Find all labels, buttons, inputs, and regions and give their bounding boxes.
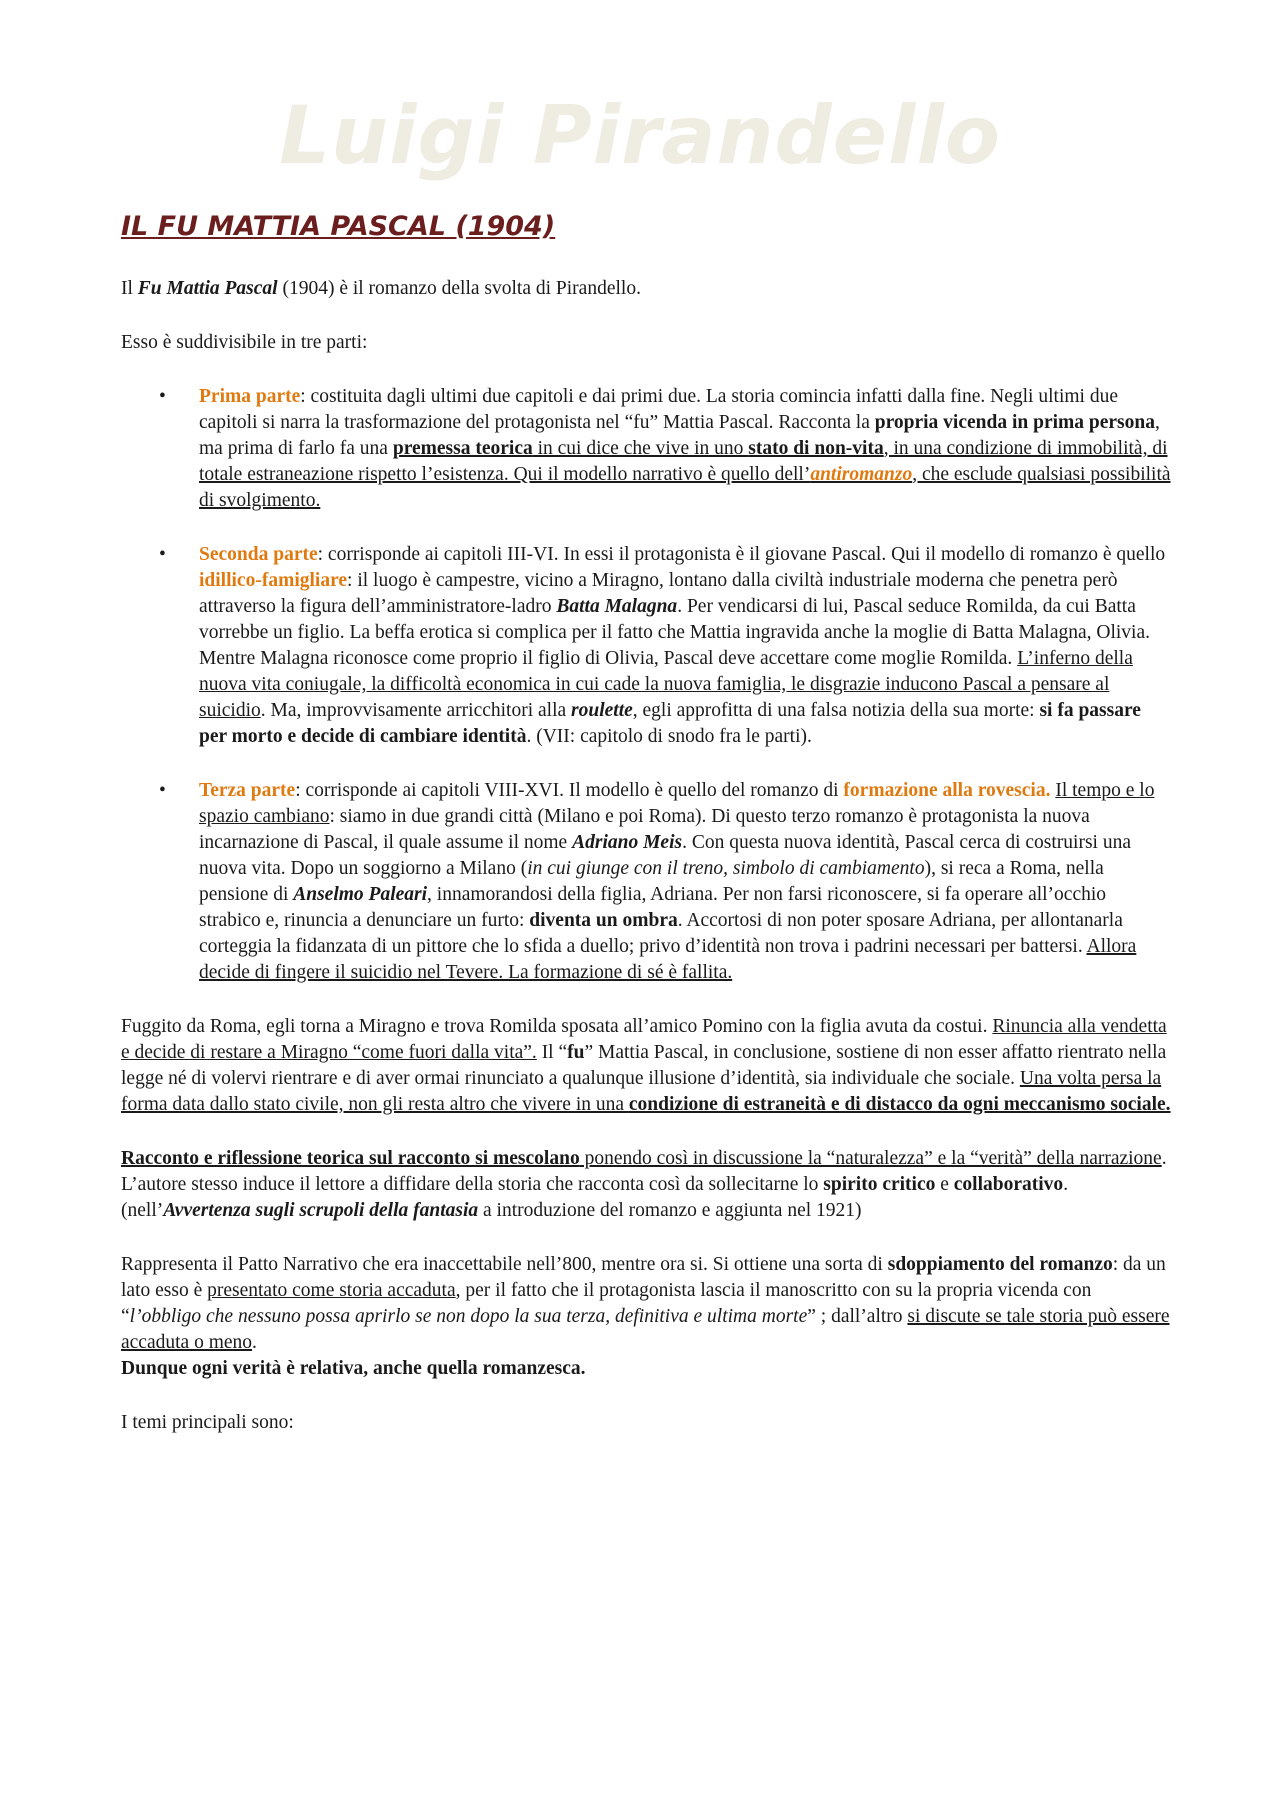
section-heading: IL FU MATTIA PASCAL (1904) <box>121 211 556 242</box>
themes-intro: I temi principali sono: <box>121 1412 294 1433</box>
paragraph-fuggito: Fuggito da Roma, egli torna a Miragno e trova Romilda sposata all’amico Pomino con la figlia avuta da costui. Rinuncia alla vendetta e decide di restare a Miragno “come fuori dalla vita”. Il “fu” Mattia Pascal, in conclusione, sostiene di non esser affatto rientrato nella legge né di volervi rientrare e di aver ormai rinunciato a qualunque illusione d’identità, sia individuale che sociale. Una volta persa la forma data dallo stato civile, non gli resta altro che vivere in una condizione di estraneità e di distacco da ogni meccanismo sociale. <box>121 1016 1171 1115</box>
watermark-title: Luigi Pirandello <box>279 89 1001 182</box>
intro-paragraph: Il Fu Mattia Pascal (1904) è il romanzo della svolta di Pirandello. <box>121 278 641 299</box>
list-item-seconda-parte: • Seconda parte: corrisponde ai capitoli III-VI. In essi il protagonista è il giovane Pascal. Qui il modello di romanzo è quello idillico-famigliare: il luogo è campestre, vicino a Miragno, lontano dalla civiltà industriale moderna che penetra però attraverso la figura dell’amministratore-ladro Batta Malagna. Per vendicarsi di lui, Pascal seduce Romilda, da cui Batta vorrebbe un figlio. La beffa erotica si complica per il fatto che Mattia ingravida anche la moglie di Batta Malagna, Olivia. Mentre Malagna riconosce come proprio il figlio di Olivia, Pascal deve accettare come moglie Romilda. L’inferno della nuova vita coniugale, la difficoltà economica in cui cade la nuova famiglia, le disgrazie inducono Pascal a pensare al suicidio. Ma, improvvisamente arricchitori alla roulette, egli approfitta di una falsa notizia della sua morte: si fa passare per morto e decide di cambiare identità. (VII: capitolo di snodo fra le parti). <box>159 544 1166 747</box>
bullet-icon: • <box>159 386 166 407</box>
parts-intro: Esso è suddivisibile in tre parti: <box>121 332 368 353</box>
novel-title: Fu Mattia Pascal <box>137 278 278 299</box>
part-label: Terza parte <box>199 780 296 801</box>
parts-list <box>121 384 1171 986</box>
paragraph-racconto: Racconto e riflessione teorica sul racconto si mescolano ponendo così in discussione la “naturalezza” e la “verità” della narrazione. L’autore stesso induce il lettore a diffidare della storia che racconta così da sollecitarne lo spirito critico e collaborativo. (nell’Avvertenza sugli scrupoli della fantasia a introduzione del romanzo e aggiunta nel 1921) <box>121 1148 1167 1221</box>
list-item-prima-parte: • Prima parte: costituita dagli ultimi due capitoli e dai primi due. La storia comincia infatti dalla fine. Negli ultimi due capitoli si narra la trasformazione del protagonista nel “fu” Mattia Pascal. Racconta la propria vicenda in prima persona, ma prima di farlo fa una premessa teorica in cui dice che vive in uno stato di non-vita, in una condizione di immobilità, di totale estraneazione rispetto l’esistenza. Qui il modello narrativo è quello dell’antiromanzo, che esclude qualsiasi possibilità di svolgimento. <box>159 386 1171 511</box>
part-label: Seconda parte <box>199 544 318 565</box>
part-label: Prima parte <box>199 386 301 407</box>
list-item-terza-parte: • Terza parte: corrisponde ai capitoli VIII-XVI. Il modello è quello del romanzo di formazione alla rovescia. Il tempo e lo spazio cambiano: siamo in due grandi città (Milano e poi Roma). Di questo terzo romanzo è protagonista la nuova incarnazione di Pascal, il quale assume il nome Adriano Meis. Con questa nuova identità, Pascal cerca di costruirsi una nuova vita. Dopo un soggiorno a Milano (in cui giunge con il treno, simbolo di cambiamento), si reca a Roma, nella pensione di Anselmo Paleari, innamorandosi della figlia, Adriana. Per non farsi riconoscere, si fa operare all’occhio strabico e, rinuncia a denunciare un furto: diventa un ombra. Accortosi di non poter sposare Adriana, per allontanarla corteggia la fidanzata di un pittore che lo sfida a duello; privo d’identità non trova i padrini necessari per battersi. Allora decide di fingere il suicidio nel Tevere. La formazione di sé è fallita. <box>159 780 1155 983</box>
bullet-icon: • <box>159 780 166 801</box>
document-body <box>121 276 1171 1436</box>
paragraph-patto: Rappresenta il Patto Narrativo che era inaccettabile nell’800, mentre ora si. Si ottiene una sorta di sdoppiamento del romanzo: da un lato esso è presentato come storia accaduta, per il fatto che il protagonista lascia il manoscritto con su la propria vicenda con “l’obbligo che nessuno possa aprirlo se non dopo la sua terza, definitiva e ultima morte” ; dall’altro si discute se tale storia può essere accaduta o meno. Dunque ogni verità è relativa, anche quella romanzesca. <box>121 1254 1170 1379</box>
bullet-icon: • <box>159 544 166 565</box>
